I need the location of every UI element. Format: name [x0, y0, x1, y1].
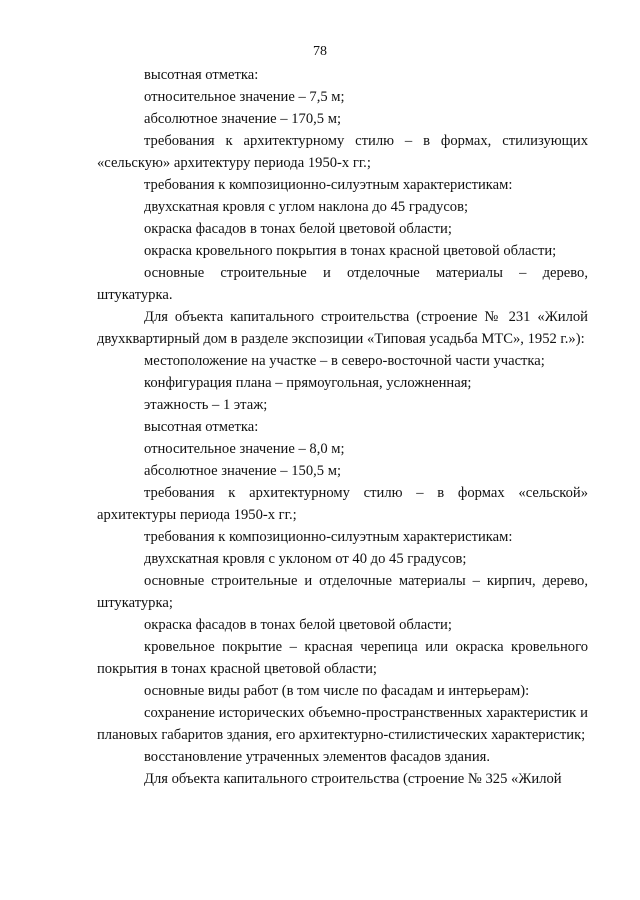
paragraph: требования к архитектурному стилю – в формах «сельской» архитектуры периода 1950-х гг.;: [97, 485, 588, 523]
paragraph: требования к композиционно-силуэтным характеристикам:: [144, 177, 513, 193]
paragraph: требования к архитектурному стилю – в формах, стилизующих «сельскую» архитектуру периода 1950-х гг.;: [97, 133, 588, 171]
paragraph: восстановление утраченных элементов фасадов здания.: [144, 749, 490, 765]
paragraph: основные строительные и отделочные материалы – дерево, штукатурка.: [97, 265, 588, 303]
paragraph: двухскатная кровля с углом наклона до 45 градусов;: [144, 199, 469, 215]
paragraph: относительное значение – 8,0 м;: [144, 441, 345, 457]
page-number: 78: [313, 44, 327, 59]
paragraph: Для объекта капитального строительства (строение № 325 «Жилой: [144, 771, 562, 787]
paragraph: кровельное покрытие – красная черепица или окраска кровельного покрытия в тонах красной цветовой области;: [97, 639, 588, 677]
paragraph: местоположение на участке – в северо-восточной части участка;: [144, 353, 545, 369]
paragraph: абсолютное значение – 150,5 м;: [144, 463, 342, 479]
paragraph: относительное значение – 7,5 м;: [144, 89, 345, 105]
paragraph: абсолютное значение – 170,5 м;: [144, 111, 342, 127]
paragraph: основные виды работ (в том числе по фасадам и интерьерам):: [144, 683, 530, 699]
paragraph: окраска кровельного покрытия в тонах красной цветовой области;: [144, 243, 557, 259]
paragraph: окраска фасадов в тонах белой цветовой области;: [144, 221, 452, 237]
paragraph: окраска фасадов в тонах белой цветовой области;: [144, 617, 452, 633]
paragraph: основные строительные и отделочные материалы – кирпич, дерево, штукатурка;: [97, 573, 588, 611]
paragraph: двухскатная кровля с уклоном от 40 до 45 градусов;: [144, 551, 467, 567]
paragraph: конфигурация плана – прямоугольная, усложненная;: [144, 375, 472, 391]
paragraph: Для объекта капитального строительства (строение № 231 «Жилой двухквартирный дом в разделе экспозиции «Типовая усадьба МТС», 1952 г.»):: [97, 309, 588, 347]
paragraph: высотная отметка:: [144, 67, 259, 83]
paragraph: сохранение исторических объемно-пространственных характеристик и плановых габаритов здания, его архитектурно-стилистических характеристик;: [97, 705, 588, 743]
paragraph: требования к композиционно-силуэтным характеристикам:: [144, 529, 513, 545]
document-body: [97, 64, 588, 790]
paragraph: этажность – 1 этаж;: [144, 397, 268, 413]
paragraph: высотная отметка:: [144, 419, 259, 435]
